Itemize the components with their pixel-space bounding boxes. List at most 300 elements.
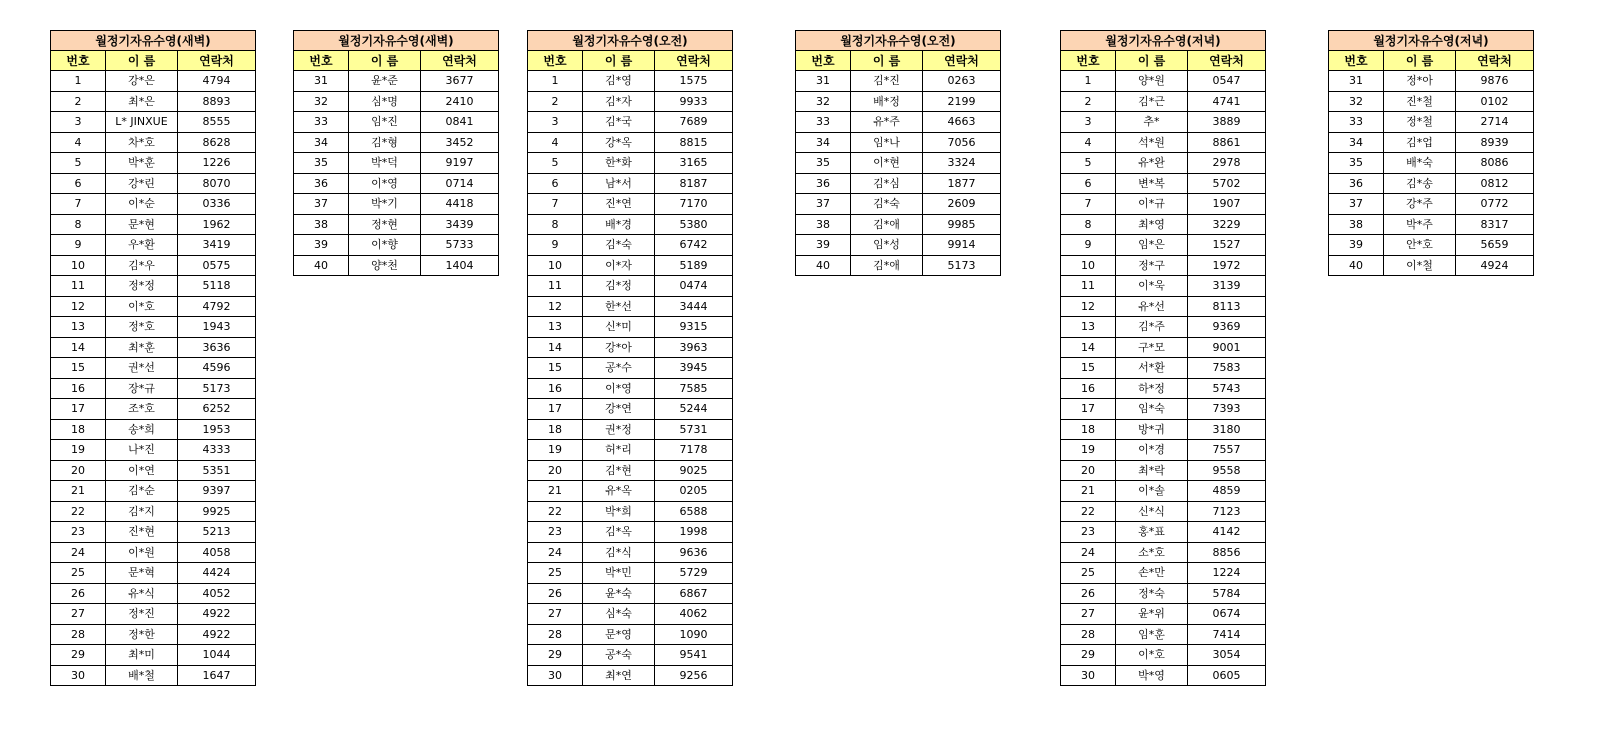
cell-no[interactable]: 4 — [528, 132, 583, 153]
cell-no[interactable]: 16 — [1061, 378, 1116, 399]
cell-name[interactable]: 강*아 — [583, 337, 655, 358]
cell-no[interactable]: 8 — [1061, 214, 1116, 235]
cell-no[interactable]: 11 — [1061, 276, 1116, 297]
cell-no[interactable]: 26 — [528, 583, 583, 604]
cell-name[interactable]: 장*규 — [106, 378, 178, 399]
cell-name[interactable]: 공*수 — [583, 358, 655, 379]
cell-name[interactable]: 정*진 — [106, 604, 178, 625]
cell-no[interactable]: 19 — [528, 440, 583, 461]
cell-name[interactable]: 신*식 — [1116, 501, 1188, 522]
cell-no[interactable]: 35 — [294, 153, 349, 174]
cell-no[interactable]: 10 — [528, 255, 583, 276]
cell-contact[interactable]: 1226 — [178, 153, 256, 174]
cell-contact[interactable]: 1044 — [178, 645, 256, 666]
cell-no[interactable]: 38 — [294, 214, 349, 235]
cell-contact[interactable]: 1953 — [178, 419, 256, 440]
cell-no[interactable]: 4 — [51, 132, 106, 153]
cell-name[interactable]: 이*솔 — [1116, 481, 1188, 502]
cell-name[interactable]: 정*정 — [106, 276, 178, 297]
cell-contact[interactable]: 9197 — [421, 153, 499, 174]
cell-contact[interactable]: 1972 — [1188, 255, 1266, 276]
cell-contact[interactable]: 1907 — [1188, 194, 1266, 215]
cell-name[interactable]: 김*숙 — [583, 235, 655, 256]
cell-no[interactable]: 39 — [796, 235, 851, 256]
cell-contact[interactable]: 9397 — [178, 481, 256, 502]
cell-name[interactable]: 진*연 — [583, 194, 655, 215]
cell-no[interactable]: 29 — [528, 645, 583, 666]
cell-contact[interactable]: 3889 — [1188, 112, 1266, 133]
cell-name[interactable]: 하*정 — [1116, 378, 1188, 399]
cell-contact[interactable]: 2199 — [923, 91, 1001, 112]
header-name[interactable]: 이 름 — [1116, 51, 1188, 71]
cell-no[interactable]: 10 — [1061, 255, 1116, 276]
cell-no[interactable]: 33 — [796, 112, 851, 133]
cell-name[interactable]: 배*철 — [106, 665, 178, 686]
cell-name[interactable]: 김*숙 — [851, 194, 923, 215]
cell-no[interactable]: 19 — [51, 440, 106, 461]
cell-name[interactable]: 김*옥 — [583, 522, 655, 543]
cell-name[interactable]: 김*근 — [1116, 91, 1188, 112]
cell-contact[interactable]: 5729 — [655, 563, 733, 584]
cell-no[interactable]: 13 — [51, 317, 106, 338]
cell-no[interactable]: 3 — [51, 112, 106, 133]
cell-contact[interactable]: 8856 — [1188, 542, 1266, 563]
cell-no[interactable]: 3 — [1061, 112, 1116, 133]
cell-no[interactable]: 21 — [51, 481, 106, 502]
cell-no[interactable]: 12 — [1061, 296, 1116, 317]
cell-name[interactable]: 정*한 — [106, 624, 178, 645]
cell-contact[interactable]: 9558 — [1188, 460, 1266, 481]
cell-no[interactable]: 34 — [294, 132, 349, 153]
cell-name[interactable]: 김*우 — [106, 255, 178, 276]
cell-name[interactable]: 문*현 — [106, 214, 178, 235]
cell-name[interactable]: 권*선 — [106, 358, 178, 379]
cell-no[interactable]: 33 — [1329, 112, 1384, 133]
cell-contact[interactable]: 3444 — [655, 296, 733, 317]
cell-name[interactable]: 정*호 — [106, 317, 178, 338]
cell-contact[interactable]: 5189 — [655, 255, 733, 276]
cell-contact[interactable]: 5743 — [1188, 378, 1266, 399]
cell-no[interactable]: 2 — [1061, 91, 1116, 112]
cell-no[interactable]: 9 — [51, 235, 106, 256]
cell-contact[interactable]: 0263 — [923, 71, 1001, 92]
cell-contact[interactable]: 9025 — [655, 460, 733, 481]
cell-contact[interactable]: 4794 — [178, 71, 256, 92]
cell-name[interactable]: 유*옥 — [583, 481, 655, 502]
cell-name[interactable]: 이*향 — [349, 235, 421, 256]
cell-name[interactable]: 임*훈 — [1116, 624, 1188, 645]
cell-contact[interactable]: 8086 — [1456, 153, 1534, 174]
cell-name[interactable]: 석*원 — [1116, 132, 1188, 153]
cell-contact[interactable]: 7123 — [1188, 501, 1266, 522]
header-contact[interactable]: 연락처 — [178, 51, 256, 71]
cell-name[interactable]: 최*영 — [1116, 214, 1188, 235]
cell-no[interactable]: 15 — [1061, 358, 1116, 379]
cell-no[interactable]: 40 — [1329, 255, 1384, 276]
cell-no[interactable]: 26 — [1061, 583, 1116, 604]
cell-no[interactable]: 37 — [1329, 194, 1384, 215]
cell-no[interactable]: 9 — [1061, 235, 1116, 256]
cell-name[interactable]: 김*식 — [583, 542, 655, 563]
cell-contact[interactable]: 1090 — [655, 624, 733, 645]
cell-contact[interactable]: 3419 — [178, 235, 256, 256]
cell-no[interactable]: 17 — [1061, 399, 1116, 420]
cell-name[interactable]: 최*은 — [106, 91, 178, 112]
cell-name[interactable]: 김*현 — [583, 460, 655, 481]
cell-no[interactable]: 15 — [51, 358, 106, 379]
cell-contact[interactable]: 1962 — [178, 214, 256, 235]
cell-contact[interactable]: 0575 — [178, 255, 256, 276]
cell-name[interactable]: 강*옥 — [583, 132, 655, 153]
header-name[interactable]: 이 름 — [583, 51, 655, 71]
cell-no[interactable]: 18 — [51, 419, 106, 440]
cell-no[interactable]: 38 — [796, 214, 851, 235]
cell-name[interactable]: 이*자 — [583, 255, 655, 276]
cell-name[interactable]: 윤*숙 — [583, 583, 655, 604]
cell-contact[interactable]: 2978 — [1188, 153, 1266, 174]
cell-contact[interactable]: 5118 — [178, 276, 256, 297]
cell-no[interactable]: 5 — [51, 153, 106, 174]
cell-name[interactable]: 한*화 — [583, 153, 655, 174]
cell-name[interactable]: 김*영 — [583, 71, 655, 92]
cell-contact[interactable]: 3139 — [1188, 276, 1266, 297]
cell-name[interactable]: 김*지 — [106, 501, 178, 522]
cell-name[interactable]: 윤*준 — [349, 71, 421, 92]
header-no[interactable]: 번호 — [528, 51, 583, 71]
cell-contact[interactable]: 5173 — [178, 378, 256, 399]
cell-contact[interactable]: 9636 — [655, 542, 733, 563]
cell-no[interactable]: 14 — [528, 337, 583, 358]
cell-no[interactable]: 1 — [528, 71, 583, 92]
cell-name[interactable]: 정*현 — [349, 214, 421, 235]
cell-contact[interactable]: 0336 — [178, 194, 256, 215]
cell-no[interactable]: 27 — [1061, 604, 1116, 625]
cell-name[interactable]: 서*환 — [1116, 358, 1188, 379]
cell-no[interactable]: 9 — [528, 235, 583, 256]
cell-name[interactable]: L* JINXUE — [106, 112, 178, 133]
cell-name[interactable]: 추* — [1116, 112, 1188, 133]
cell-contact[interactable]: 9925 — [178, 501, 256, 522]
cell-no[interactable]: 27 — [51, 604, 106, 625]
cell-contact[interactable]: 4741 — [1188, 91, 1266, 112]
cell-contact[interactable]: 1404 — [421, 255, 499, 276]
cell-no[interactable]: 39 — [294, 235, 349, 256]
cell-contact[interactable]: 8628 — [178, 132, 256, 153]
cell-contact[interactable]: 0812 — [1456, 173, 1534, 194]
cell-name[interactable]: 이*경 — [1116, 440, 1188, 461]
cell-no[interactable]: 36 — [796, 173, 851, 194]
cell-no[interactable]: 21 — [1061, 481, 1116, 502]
cell-no[interactable]: 7 — [528, 194, 583, 215]
cell-no[interactable]: 24 — [528, 542, 583, 563]
header-contact[interactable]: 연락처 — [1456, 51, 1534, 71]
cell-name[interactable]: 나*진 — [106, 440, 178, 461]
cell-contact[interactable]: 1943 — [178, 317, 256, 338]
cell-contact[interactable]: 3945 — [655, 358, 733, 379]
cell-contact[interactable]: 7414 — [1188, 624, 1266, 645]
cell-no[interactable]: 23 — [51, 522, 106, 543]
cell-contact[interactable]: 5351 — [178, 460, 256, 481]
cell-no[interactable]: 30 — [51, 665, 106, 686]
table-title[interactable]: 월정기자유수영(저녁) — [1329, 31, 1534, 51]
cell-contact[interactable]: 9315 — [655, 317, 733, 338]
cell-no[interactable]: 15 — [528, 358, 583, 379]
cell-contact[interactable]: 7393 — [1188, 399, 1266, 420]
cell-name[interactable]: 홍*표 — [1116, 522, 1188, 543]
table-title[interactable]: 월정기자유수영(새벽) — [51, 31, 256, 51]
cell-contact[interactable]: 5784 — [1188, 583, 1266, 604]
table-title[interactable]: 월정기자유수영(저녁) — [1061, 31, 1266, 51]
cell-no[interactable]: 30 — [1061, 665, 1116, 686]
cell-name[interactable]: 최*연 — [583, 665, 655, 686]
cell-name[interactable]: 배*경 — [583, 214, 655, 235]
cell-contact[interactable]: 0102 — [1456, 91, 1534, 112]
cell-name[interactable]: 김*애 — [851, 255, 923, 276]
cell-no[interactable]: 22 — [528, 501, 583, 522]
cell-no[interactable]: 31 — [1329, 71, 1384, 92]
cell-name[interactable]: 정*철 — [1384, 112, 1456, 133]
cell-contact[interactable]: 4792 — [178, 296, 256, 317]
cell-no[interactable]: 20 — [528, 460, 583, 481]
cell-name[interactable]: 박*주 — [1384, 214, 1456, 235]
cell-name[interactable]: 최*훈 — [106, 337, 178, 358]
cell-contact[interactable]: 3229 — [1188, 214, 1266, 235]
cell-contact[interactable]: 3452 — [421, 132, 499, 153]
cell-no[interactable]: 34 — [796, 132, 851, 153]
cell-contact[interactable]: 7178 — [655, 440, 733, 461]
cell-name[interactable]: 김*진 — [851, 71, 923, 92]
cell-name[interactable]: 김*순 — [106, 481, 178, 502]
cell-name[interactable]: 이*호 — [1116, 645, 1188, 666]
cell-contact[interactable]: 9369 — [1188, 317, 1266, 338]
cell-no[interactable]: 37 — [796, 194, 851, 215]
cell-name[interactable]: 임*진 — [349, 112, 421, 133]
cell-name[interactable]: 방*귀 — [1116, 419, 1188, 440]
cell-contact[interactable]: 4859 — [1188, 481, 1266, 502]
header-no[interactable]: 번호 — [1329, 51, 1384, 71]
cell-contact[interactable]: 8187 — [655, 173, 733, 194]
header-contact[interactable]: 연락처 — [923, 51, 1001, 71]
cell-no[interactable]: 27 — [528, 604, 583, 625]
cell-name[interactable]: 최*미 — [106, 645, 178, 666]
cell-contact[interactable]: 2714 — [1456, 112, 1534, 133]
cell-contact[interactable]: 7689 — [655, 112, 733, 133]
cell-contact[interactable]: 0841 — [421, 112, 499, 133]
cell-name[interactable]: 김*정 — [583, 276, 655, 297]
cell-contact[interactable]: 4058 — [178, 542, 256, 563]
cell-contact[interactable]: 1877 — [923, 173, 1001, 194]
cell-contact[interactable]: 9985 — [923, 214, 1001, 235]
cell-no[interactable]: 28 — [51, 624, 106, 645]
cell-no[interactable]: 40 — [294, 255, 349, 276]
cell-no[interactable]: 1 — [51, 71, 106, 92]
cell-contact[interactable]: 9001 — [1188, 337, 1266, 358]
cell-no[interactable]: 13 — [528, 317, 583, 338]
cell-name[interactable]: 우*환 — [106, 235, 178, 256]
cell-no[interactable]: 5 — [528, 153, 583, 174]
cell-name[interactable]: 유*완 — [1116, 153, 1188, 174]
cell-contact[interactable]: 5733 — [421, 235, 499, 256]
cell-no[interactable]: 25 — [528, 563, 583, 584]
cell-contact[interactable]: 9933 — [655, 91, 733, 112]
cell-name[interactable]: 소*호 — [1116, 542, 1188, 563]
cell-contact[interactable]: 8893 — [178, 91, 256, 112]
cell-no[interactable]: 13 — [1061, 317, 1116, 338]
cell-name[interactable]: 강*주 — [1384, 194, 1456, 215]
cell-no[interactable]: 23 — [1061, 522, 1116, 543]
cell-contact[interactable]: 3165 — [655, 153, 733, 174]
cell-contact[interactable]: 6742 — [655, 235, 733, 256]
cell-no[interactable]: 17 — [528, 399, 583, 420]
cell-contact[interactable]: 4062 — [655, 604, 733, 625]
cell-contact[interactable]: 0474 — [655, 276, 733, 297]
cell-no[interactable]: 36 — [1329, 173, 1384, 194]
cell-no[interactable]: 11 — [528, 276, 583, 297]
cell-name[interactable]: 정*숙 — [1116, 583, 1188, 604]
cell-no[interactable]: 20 — [1061, 460, 1116, 481]
cell-name[interactable]: 심*숙 — [583, 604, 655, 625]
cell-name[interactable]: 양*원 — [1116, 71, 1188, 92]
cell-no[interactable]: 28 — [1061, 624, 1116, 645]
cell-contact[interactable]: 9541 — [655, 645, 733, 666]
cell-name[interactable]: 차*호 — [106, 132, 178, 153]
cell-name[interactable]: 임*숙 — [1116, 399, 1188, 420]
cell-no[interactable]: 40 — [796, 255, 851, 276]
cell-no[interactable]: 23 — [528, 522, 583, 543]
header-contact[interactable]: 연락처 — [421, 51, 499, 71]
cell-no[interactable]: 29 — [1061, 645, 1116, 666]
cell-name[interactable]: 이*연 — [106, 460, 178, 481]
cell-contact[interactable]: 3439 — [421, 214, 499, 235]
cell-no[interactable]: 34 — [1329, 132, 1384, 153]
cell-contact[interactable]: 5659 — [1456, 235, 1534, 256]
cell-name[interactable]: 배*숙 — [1384, 153, 1456, 174]
cell-no[interactable]: 1 — [1061, 71, 1116, 92]
cell-contact[interactable]: 1527 — [1188, 235, 1266, 256]
cell-name[interactable]: 박*훈 — [106, 153, 178, 174]
cell-name[interactable]: 김*자 — [583, 91, 655, 112]
cell-no[interactable]: 2 — [51, 91, 106, 112]
cell-name[interactable]: 김*국 — [583, 112, 655, 133]
cell-contact[interactable]: 1224 — [1188, 563, 1266, 584]
cell-name[interactable]: 김*주 — [1116, 317, 1188, 338]
cell-contact[interactable]: 5380 — [655, 214, 733, 235]
cell-name[interactable]: 김*업 — [1384, 132, 1456, 153]
cell-no[interactable]: 5 — [1061, 153, 1116, 174]
header-no[interactable]: 번호 — [1061, 51, 1116, 71]
cell-no[interactable]: 37 — [294, 194, 349, 215]
cell-contact[interactable]: 1575 — [655, 71, 733, 92]
cell-contact[interactable]: 8317 — [1456, 214, 1534, 235]
cell-name[interactable]: 박*희 — [583, 501, 655, 522]
cell-name[interactable]: 유*식 — [106, 583, 178, 604]
cell-name[interactable]: 박*덕 — [349, 153, 421, 174]
cell-no[interactable]: 30 — [528, 665, 583, 686]
cell-name[interactable]: 심*명 — [349, 91, 421, 112]
cell-contact[interactable]: 5731 — [655, 419, 733, 440]
cell-no[interactable]: 36 — [294, 173, 349, 194]
cell-no[interactable]: 33 — [294, 112, 349, 133]
cell-contact[interactable]: 3324 — [923, 153, 1001, 174]
cell-contact[interactable]: 4052 — [178, 583, 256, 604]
cell-contact[interactable]: 2609 — [923, 194, 1001, 215]
cell-contact[interactable]: 6252 — [178, 399, 256, 420]
cell-name[interactable]: 한*선 — [583, 296, 655, 317]
cell-no[interactable]: 25 — [51, 563, 106, 584]
header-no[interactable]: 번호 — [51, 51, 106, 71]
cell-no[interactable]: 35 — [1329, 153, 1384, 174]
cell-no[interactable]: 38 — [1329, 214, 1384, 235]
cell-no[interactable]: 7 — [51, 194, 106, 215]
cell-contact[interactable]: 4924 — [1456, 255, 1534, 276]
cell-no[interactable]: 31 — [294, 71, 349, 92]
cell-no[interactable]: 3 — [528, 112, 583, 133]
cell-no[interactable]: 22 — [1061, 501, 1116, 522]
cell-name[interactable]: 이*영 — [349, 173, 421, 194]
cell-no[interactable]: 16 — [51, 378, 106, 399]
cell-name[interactable]: 정*구 — [1116, 255, 1188, 276]
cell-contact[interactable]: 8555 — [178, 112, 256, 133]
cell-no[interactable]: 4 — [1061, 132, 1116, 153]
cell-name[interactable]: 신*미 — [583, 317, 655, 338]
cell-contact[interactable]: 8939 — [1456, 132, 1534, 153]
cell-name[interactable]: 진*철 — [1384, 91, 1456, 112]
cell-contact[interactable]: 4596 — [178, 358, 256, 379]
cell-name[interactable]: 배*정 — [851, 91, 923, 112]
cell-name[interactable]: 강*연 — [583, 399, 655, 420]
cell-contact[interactable]: 0205 — [655, 481, 733, 502]
cell-name[interactable]: 문*혁 — [106, 563, 178, 584]
cell-contact[interactable]: 6867 — [655, 583, 733, 604]
cell-name[interactable]: 이*원 — [106, 542, 178, 563]
cell-no[interactable]: 21 — [528, 481, 583, 502]
cell-no[interactable]: 14 — [1061, 337, 1116, 358]
header-no[interactable]: 번호 — [796, 51, 851, 71]
cell-contact[interactable]: 9256 — [655, 665, 733, 686]
cell-contact[interactable]: 2410 — [421, 91, 499, 112]
cell-name[interactable]: 이*욱 — [1116, 276, 1188, 297]
header-no[interactable]: 번호 — [294, 51, 349, 71]
cell-name[interactable]: 안*호 — [1384, 235, 1456, 256]
cell-name[interactable]: 양*천 — [349, 255, 421, 276]
header-name[interactable]: 이 름 — [851, 51, 923, 71]
cell-name[interactable]: 송*희 — [106, 419, 178, 440]
cell-name[interactable]: 이*호 — [106, 296, 178, 317]
cell-contact[interactable]: 5702 — [1188, 173, 1266, 194]
cell-contact[interactable]: 3054 — [1188, 645, 1266, 666]
cell-no[interactable]: 7 — [1061, 194, 1116, 215]
cell-no[interactable]: 20 — [51, 460, 106, 481]
cell-name[interactable]: 문*영 — [583, 624, 655, 645]
cell-contact[interactable]: 6588 — [655, 501, 733, 522]
cell-no[interactable]: 17 — [51, 399, 106, 420]
cell-name[interactable]: 구*모 — [1116, 337, 1188, 358]
cell-contact[interactable]: 8070 — [178, 173, 256, 194]
table-title[interactable]: 월정기자유수영(오전) — [796, 31, 1001, 51]
cell-no[interactable]: 6 — [528, 173, 583, 194]
cell-name[interactable]: 이*규 — [1116, 194, 1188, 215]
cell-contact[interactable]: 3677 — [421, 71, 499, 92]
cell-contact[interactable]: 4663 — [923, 112, 1001, 133]
cell-contact[interactable]: 0605 — [1188, 665, 1266, 686]
cell-contact[interactable]: 4424 — [178, 563, 256, 584]
cell-contact[interactable]: 4333 — [178, 440, 256, 461]
cell-contact[interactable]: 4418 — [421, 194, 499, 215]
cell-name[interactable]: 이*현 — [851, 153, 923, 174]
cell-no[interactable]: 24 — [1061, 542, 1116, 563]
cell-no[interactable]: 8 — [51, 214, 106, 235]
cell-name[interactable]: 김*애 — [851, 214, 923, 235]
